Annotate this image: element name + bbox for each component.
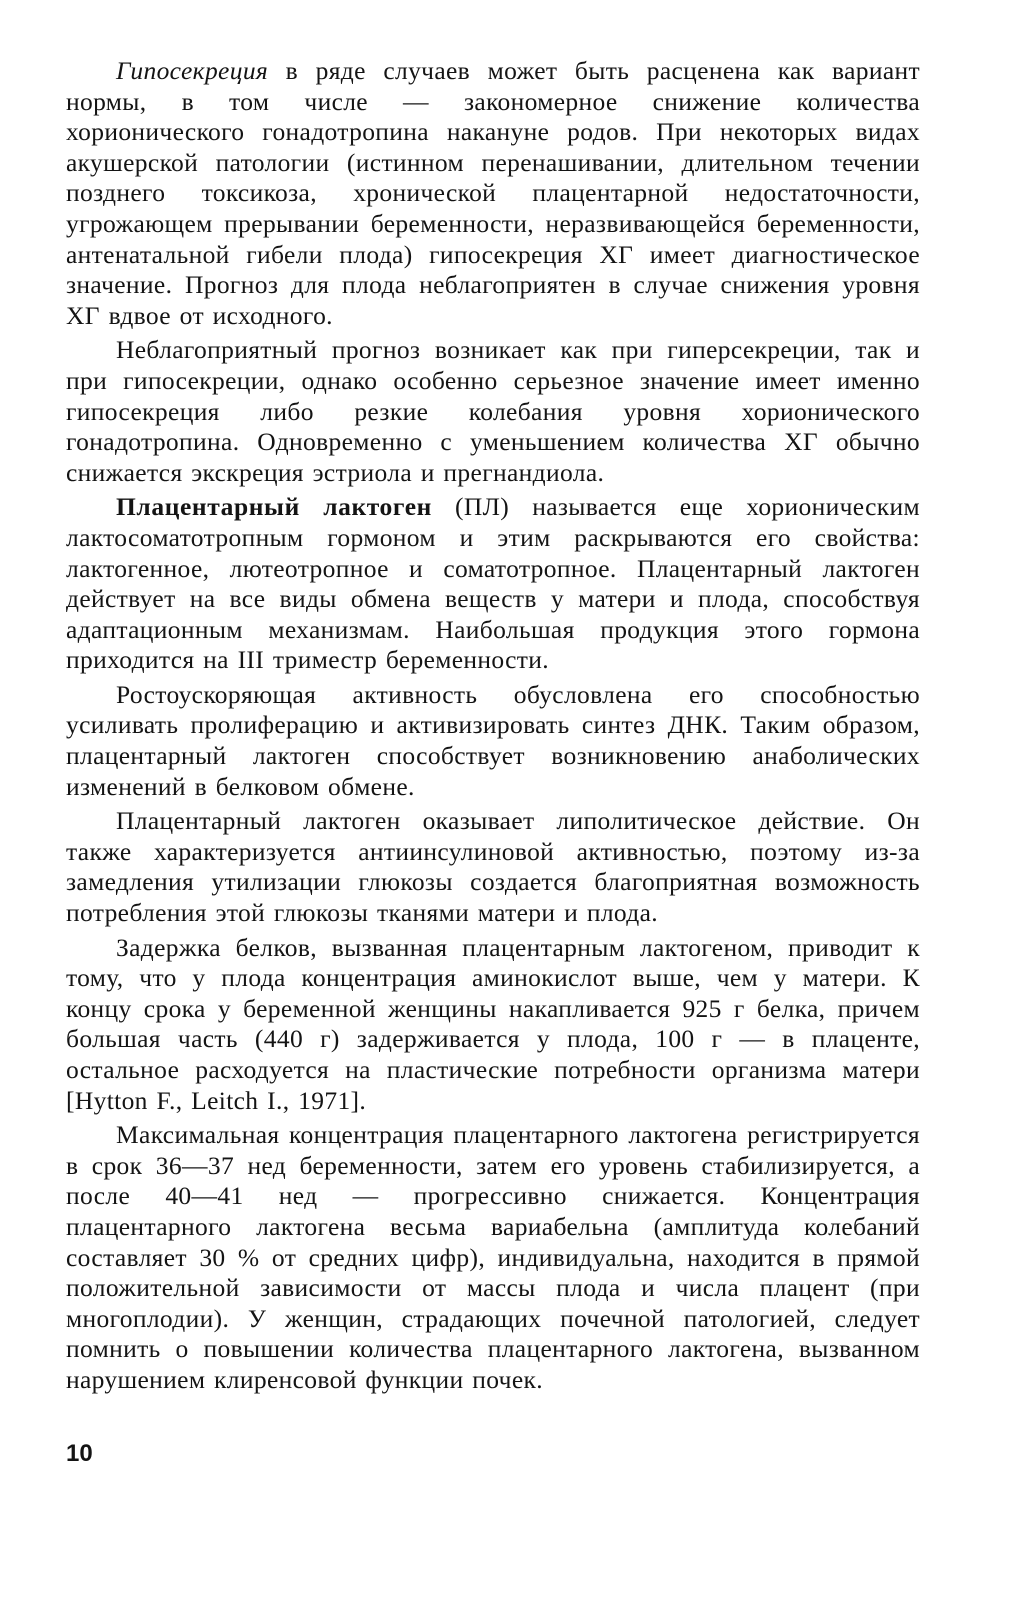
paragraph-lipolytic — [66, 806, 920, 928]
paragraph-text: Ростоускоряющая активность обусловлена его способностью усиливать пролиферацию и активизировать синтез ДНК. Таким образом, плацентарный лактоген способствует возникновению анаболических изменений в белковом обмене. — [66, 679, 920, 801]
paragraph-growth-activity — [66, 680, 920, 802]
term-placental-lactogen: Плацентарный лактоген — [116, 492, 432, 522]
body-text — [66, 56, 920, 1396]
paragraph-protein-retention — [66, 933, 920, 1117]
paragraph-max-concentration — [66, 1120, 920, 1395]
paragraph-hyposecretion — [66, 56, 920, 331]
paragraph-text: Максимальная концентрация плацентарного лактогена регистрируется в срок 36—37 нед беременности, затем его уровень стабилизируется, а после 40—41 нед — прогрессивно снижается. Концентрация плацентарного лактогена весьма вариабельна (амплитуда колебаний составляет 30 % от средних цифр), индивидуальна, находится в прямой положительной зависимости от массы плода и числа плацент (при многоплодии). У женщин, страдающих почечной патологией, следует помнить о повышении количества плацентарного лактогена, вызванном нарушением клиренсовой функции почек. — [66, 1120, 920, 1394]
paragraph-placental-lactogen — [66, 492, 920, 676]
paragraph-text: в ряде случаев может быть расценена как вариант нормы, в том числе — закономерное снижение количества хорионического гонадотропина накануне родов. При некоторых видах акушерской патологии (истинном перенашивании, длительном течении позднего токсикоза, хронической плацентарной недостаточности, угрожающем прерывании беременности, неразвивающейся беременности, антенатальной гибели плода) гипосекреция ХГ имеет диагностическое значение. Прогноз для плода неблагоприятен в случае снижения уровня ХГ вдвое от исходного. — [66, 56, 920, 330]
paragraph-text: Неблагоприятный прогноз возникает как при гиперсекреции, так и при гипосекреции, однако особенно серьезное значение имеет именно гипосекреция либо резкие колебания уровня хорионического гонадотропина. Одновременно с уменьшением количества ХГ обычно снижается экскреция эстриола и прегнандиола. — [66, 335, 920, 487]
term-hyposecretion: Гипосекреция — [116, 56, 269, 85]
paragraph-prognosis — [66, 335, 920, 488]
paragraph-text: Задержка белков, вызванная плацентарным лактогеном, приводит к тому, что у плода концентрация аминокислот выше, чем у матери. К концу срока у беременной женщины накапливается 925 г белка, причем большая часть (440 г) задерживается у плода, 100 г — в плаценте, остальное расходуется на пластические потребности организма матери [Hytton F., Leitch I., 1971]. — [66, 932, 920, 1115]
paragraph-text: Плацентарный лактоген оказывает липолитическое действие. Он также характеризуется антиинсулиновой активностью, поэтому из-за замедления утилизации глюкозы создается благоприятная возможность потребления этой глюкозы тканями матери и плода. — [66, 806, 920, 928]
page-number: 10 — [66, 1440, 93, 1467]
paragraph-text: (ПЛ) называется еще хорионическим лактосоматотропным гормоном и этим раскрываются его свойства: лактогенное, лютеотропное и соматотропное. Плацентарный лактоген действует на все виды обмена веществ у матери и плода, способствуя адаптационным механизмам. Наибольшая продукция этого гормона приходится на III триместр беременности. — [66, 492, 920, 675]
